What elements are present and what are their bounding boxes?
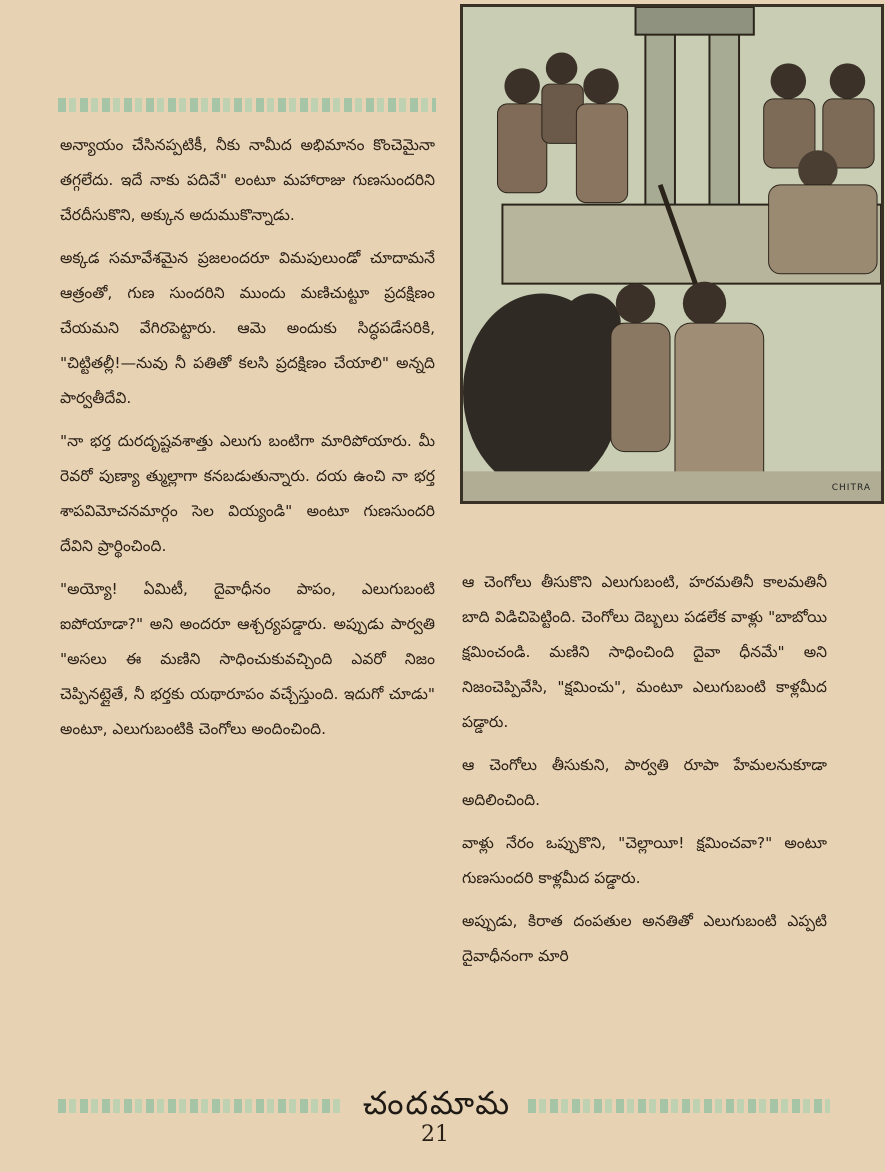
paragraph: "అయ్యో! ఏమిటీ, దైవాధీనం పాపం, ఎలుగుబంటి ఐపోయాడా?" అని అందరూ ఆశ్చర్యపడ్డారు. అప్పుడు పార్వతి "అసలు ఈ మణిని సాధించుకువచ్చింది ఎవరో నిజం చెప్పినట్లైతే, నీ భర్తకు యథారూపం వచ్చేస్తుంది. ఇదుగో చూడు" అంటూ, ఎలుగుబంటికి చెంగోలు అందించింది. (60, 580, 435, 738)
decorative-border-top (58, 98, 436, 112)
magazine-title: చందమామ (362, 1084, 512, 1122)
decorative-border-bottom-right (528, 1099, 830, 1113)
paragraph: "నా భర్త దురదృష్టవశాత్తు ఎలుగు బంటిగా మారిపోయారు. మీ రెవరో పుణ్యా త్ముల్లాగా కనబడుతున్నారు. దయ ఉంచి నా భర్త శాపవిమోచనమార్గం సెల వియ్యండి" అంటూ గుణసుందరి దేవిని ప్రార్థించింది. (60, 432, 435, 555)
left-text-column (60, 128, 435, 755)
illustration-drawing (463, 7, 881, 501)
decorative-border-bottom-left (58, 1099, 341, 1113)
paragraph: ఆ చెంగోలు తీసుకుని, పార్వతి రూపా హేమలనుకూడా అదిలించింది. (462, 756, 827, 809)
story-illustration (460, 4, 884, 504)
page-number: 21 (421, 1122, 449, 1147)
right-text-column (462, 565, 827, 982)
paragraph: ఆ చెంగోలు తీసుకొని ఎలుగుబంటి, హరమతినీ కాలమతినీ బాది విడిచిపెట్టింది. చెంగోలు దెబ్బలు పడలేక వాళ్లు "బాబోయి క్షమించండి. మణిని సాధించింది దైవా ధీనమే" అని నిజంచెప్పివేసి, "క్షమించు", మంటూ ఎలుగుబంటి కాళ్లమీద పడ్డారు. (462, 573, 827, 731)
artist-signature: CHITRA (831, 483, 871, 493)
paragraph: అప్పుడు, కిరాత దంపతుల అనతితో ఎలుగుబంటి ఎప్పటి దైవాధీనంగా మారి (462, 912, 827, 965)
paragraph: అక్కడ సమావేశమైన ప్రజలందరూ విమపులుండో చూదామనే ఆత్రంతో, గుణ సుందరిని ముందు మణిచుట్టూ ప్రదక్షిణం చేయమని వేగిరపెట్టారు. ఆమె అందుకు సిద్ధపడేసరికి, "చిట్టితల్లీ!—నువు నీ పతితో కలసి ప్రదక్షిణం చేయాలి" అన్నది పార్వతీదేవి. (60, 249, 435, 407)
paragraph: అన్యాయం చేసినప్పటికీ, నీకు నామీద అభిమానం కొంచెమైనా తగ్గలేదు. ఇదే నాకు పదివే" లంటూ మహారాజు గుణసుందరిని చేరదీసుకొని, అక్కున అదుముకొన్నాడు. (60, 136, 435, 224)
paragraph: వాళ్లు నేరం ఒప్పుకొని, "చెల్లాయీ! క్షమించవా?" అంటూ గుణసుందరి కాళ్లమీద పడ్డారు. (462, 834, 827, 887)
